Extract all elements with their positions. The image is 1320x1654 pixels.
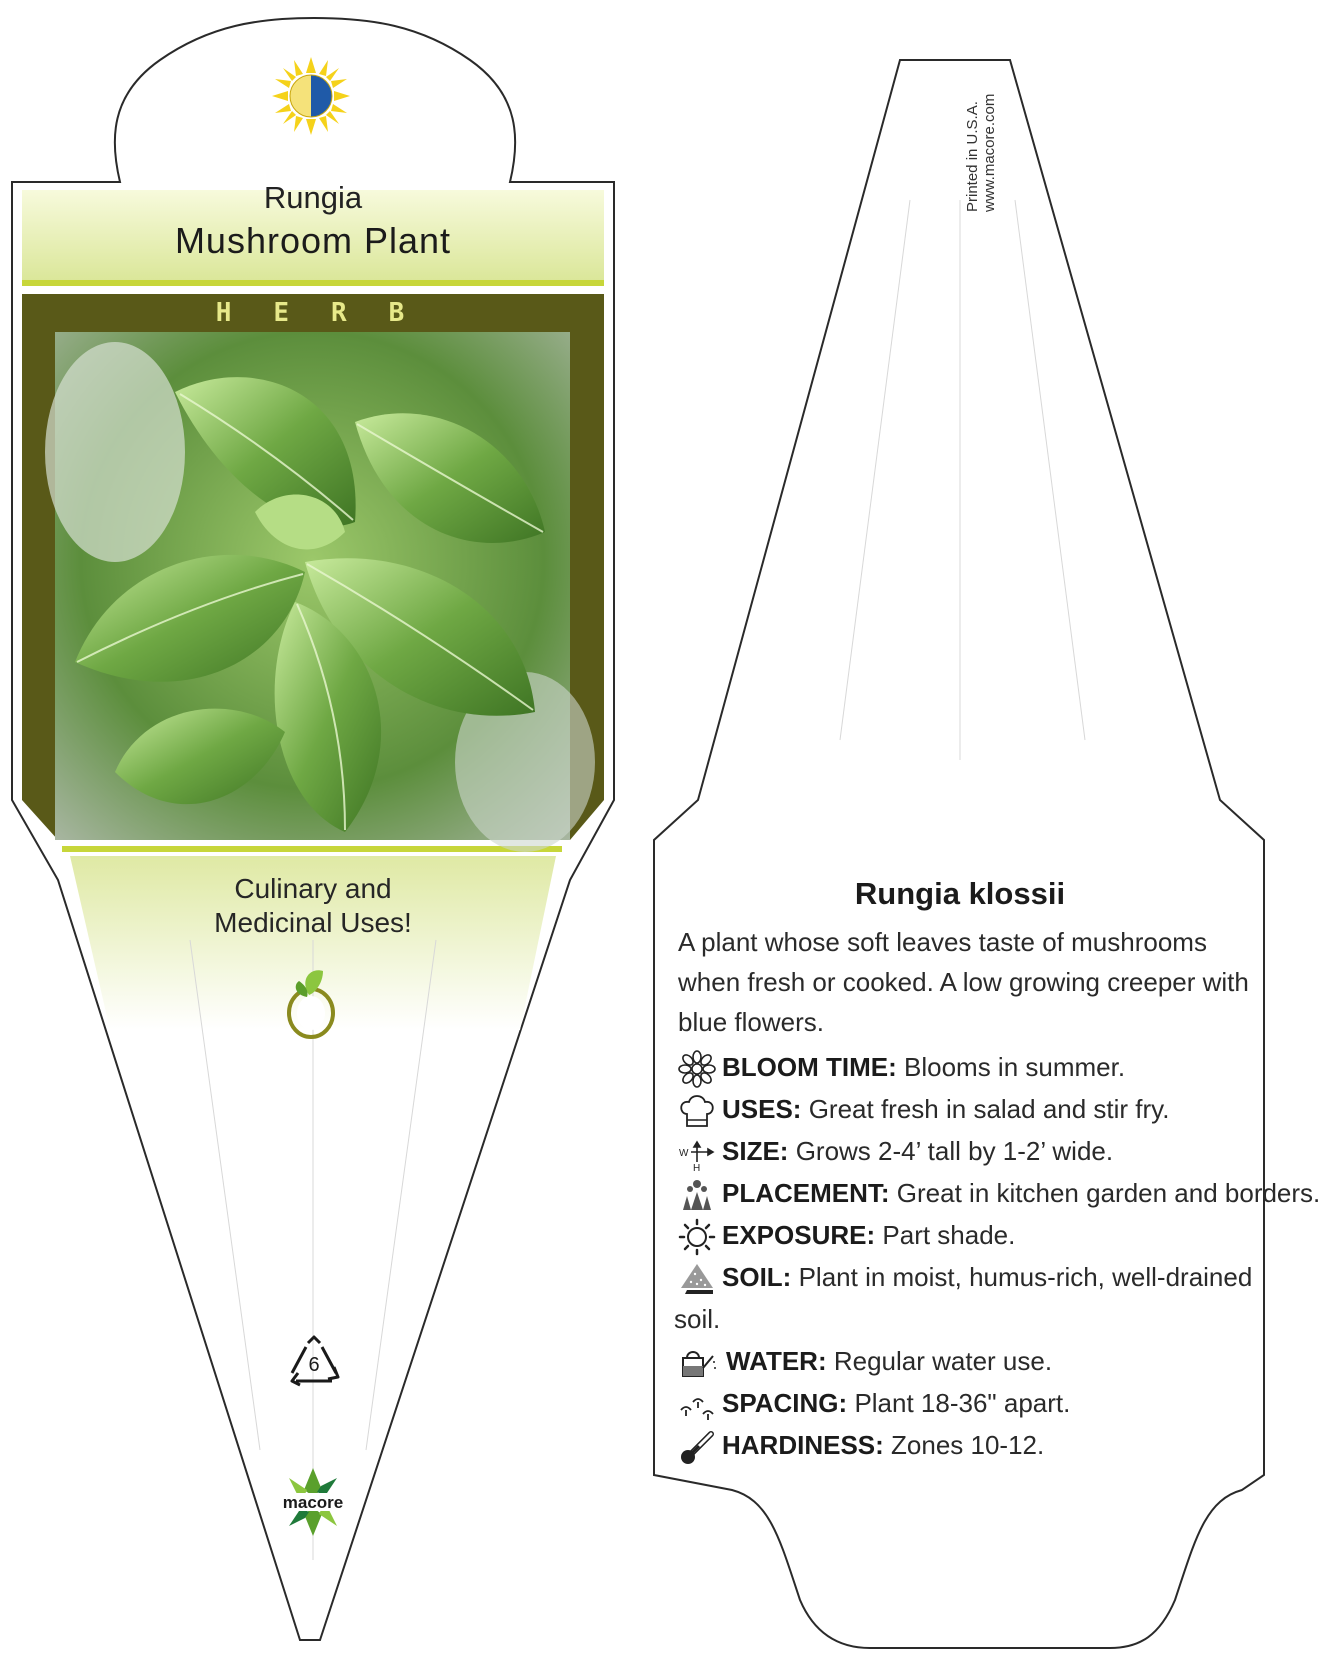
attr-value-continued: soil. bbox=[674, 1304, 721, 1335]
attr-value: Grows 2-4’ tall by 1-2’ wide. bbox=[795, 1136, 1114, 1166]
svg-text:H: H bbox=[693, 1163, 701, 1175]
common-genus-name: Rungia bbox=[263, 180, 363, 215]
sun-icon bbox=[676, 1218, 718, 1256]
garden-bed-icon bbox=[676, 1176, 718, 1214]
printed-credit bbox=[964, 52, 1000, 212]
attr-label: USES: bbox=[722, 1094, 802, 1124]
attr-exposure bbox=[676, 1214, 1266, 1256]
attr-value: Great in kitchen garden and borders. bbox=[896, 1178, 1320, 1208]
recycle-code: 6 bbox=[308, 1354, 320, 1376]
brand-name: macore bbox=[282, 1493, 344, 1512]
accent-stripe bbox=[22, 280, 604, 286]
botanical-name: Rungia klossii bbox=[854, 876, 1066, 911]
attr-label: SPACING: bbox=[722, 1388, 848, 1419]
attr-placement bbox=[676, 1172, 1320, 1214]
attr-value: Plant in moist, humus-rich, well-drained bbox=[798, 1262, 1253, 1292]
tagline bbox=[18, 872, 608, 940]
attr-label: PLACEMENT: bbox=[722, 1178, 890, 1208]
attr-value: Blooms in summer. bbox=[904, 1052, 1126, 1082]
attr-soil bbox=[676, 1256, 1266, 1340]
attr-label: SIZE: bbox=[722, 1136, 789, 1166]
attr-uses bbox=[676, 1088, 1266, 1130]
soil-icon bbox=[676, 1260, 718, 1298]
seedlings-icon bbox=[676, 1386, 718, 1424]
attr-value: Plant 18-36" apart. bbox=[854, 1388, 1071, 1419]
recycle-icon bbox=[286, 1335, 342, 1389]
attr-value: Regular water use. bbox=[833, 1346, 1053, 1377]
attr-label: SOIL: bbox=[722, 1262, 792, 1292]
attr-label: WATER: bbox=[726, 1346, 827, 1377]
attr-hardiness bbox=[676, 1424, 1266, 1466]
chef-hat-icon bbox=[676, 1092, 718, 1130]
rungia-leaves-photo bbox=[55, 332, 570, 840]
printed-line-1: Printed in U.S.A. bbox=[964, 101, 981, 212]
thermometer-icon bbox=[676, 1428, 718, 1466]
printed-line-2: www.macore.com bbox=[981, 93, 998, 212]
attr-label: HARDINESS: bbox=[722, 1430, 884, 1461]
part-sun-icon bbox=[270, 55, 352, 137]
tagline-line-1: Culinary and bbox=[234, 873, 392, 904]
attr-spacing bbox=[676, 1382, 1266, 1424]
macore-logo bbox=[263, 1466, 363, 1538]
size-arrows-icon bbox=[676, 1134, 718, 1175]
attr-bloom-time bbox=[676, 1046, 1266, 1088]
attr-value: Part shade. bbox=[882, 1220, 1016, 1250]
flower-icon bbox=[676, 1050, 718, 1088]
attr-water bbox=[676, 1340, 1266, 1382]
svg-text:W: W bbox=[679, 1148, 689, 1160]
tagline-line-2: Medicinal Uses! bbox=[214, 907, 412, 938]
attr-size bbox=[676, 1130, 1266, 1175]
plant-category: HERB bbox=[215, 298, 447, 328]
attribute-list bbox=[674, 1046, 1320, 1466]
plant-description: A plant whose soft leaves taste of mushrooms when fresh or cooked. A low growing creeper with blue flowers. bbox=[678, 927, 1249, 1037]
attr-value: Great fresh in salad and stir fry. bbox=[808, 1094, 1170, 1124]
attr-label: BLOOM TIME: bbox=[722, 1052, 897, 1082]
attr-label: EXPOSURE: bbox=[722, 1220, 876, 1250]
sprouting-seed-icon bbox=[283, 965, 339, 1041]
attr-value: Zones 10-12. bbox=[891, 1430, 1045, 1461]
common-name: Mushroom Plant bbox=[174, 220, 452, 261]
watering-can-icon bbox=[676, 1344, 718, 1382]
accent-stripe-2 bbox=[62, 846, 562, 852]
